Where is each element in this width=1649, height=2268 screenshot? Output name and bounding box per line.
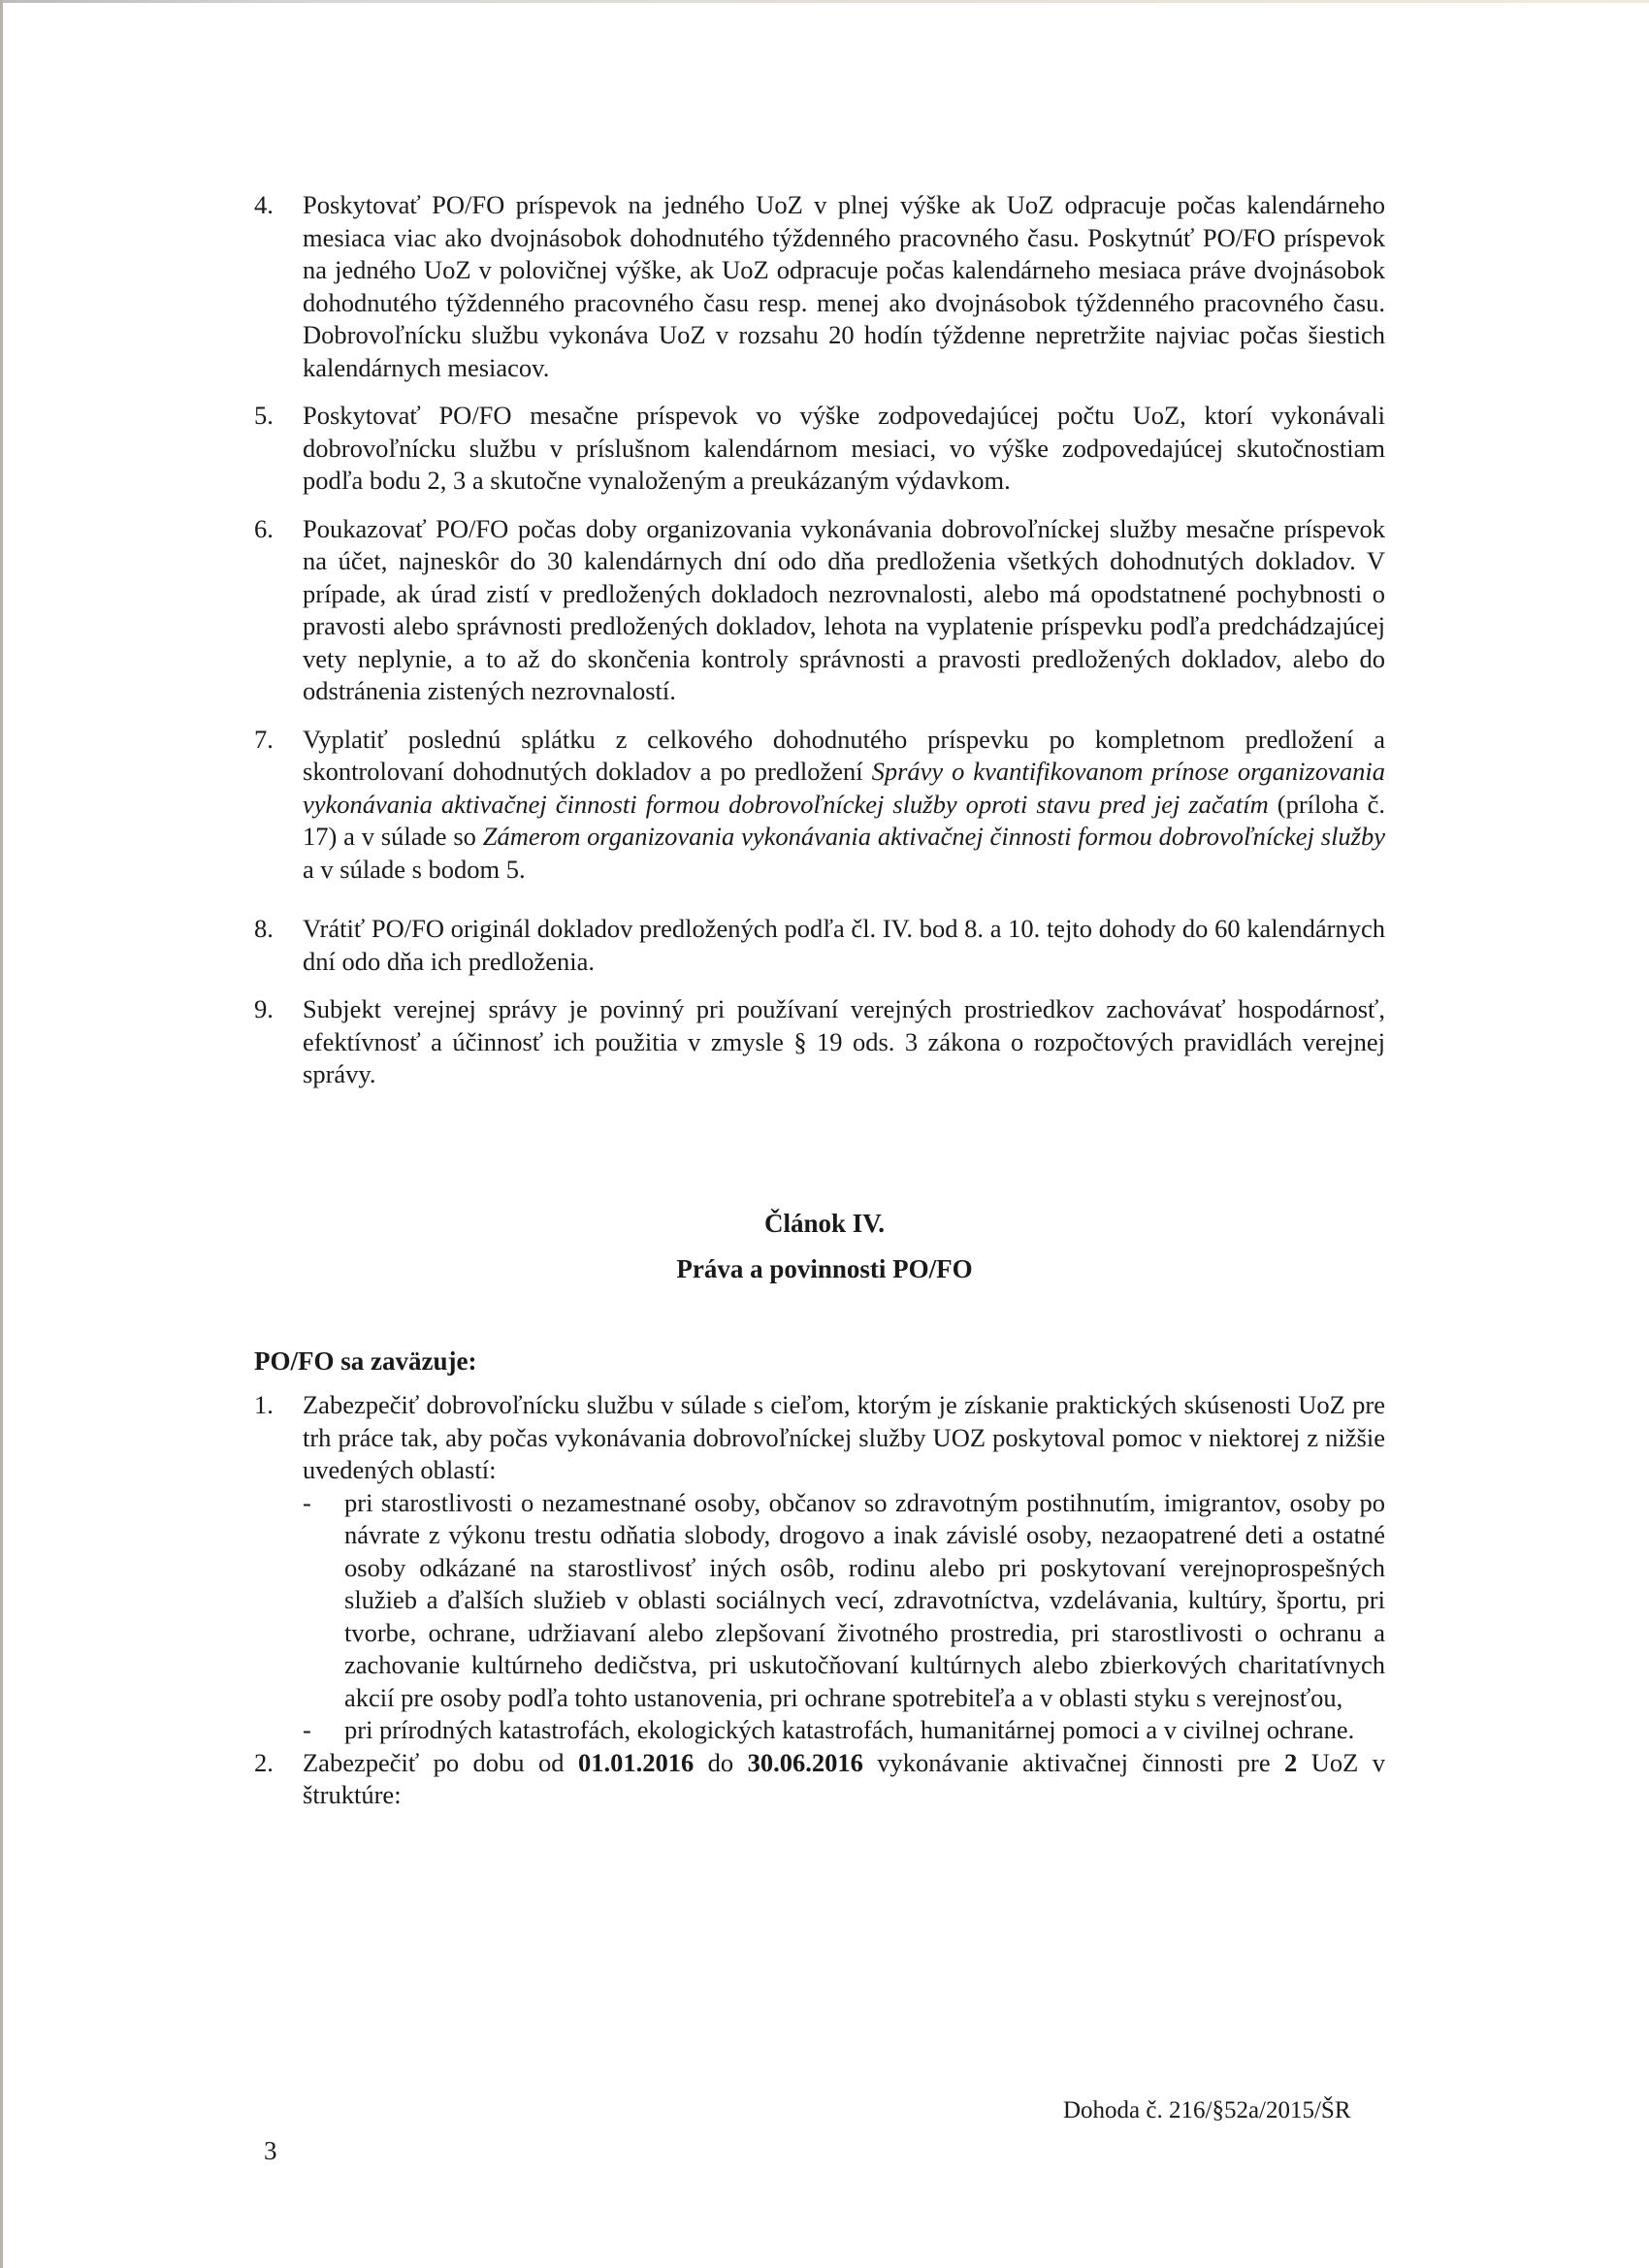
item-text-part: (príloha č. 17) a v súlade so [303, 789, 1385, 851]
page-number: 3 [264, 2136, 277, 2165]
agreement-reference: Dohoda č. 216/§52a/2015/ŠR [1063, 2097, 1351, 2123]
item-number: 8. [254, 914, 274, 943]
date-from: 01.01.2016 [577, 1747, 695, 1777]
date-to: 30.06.2016 [747, 1747, 863, 1777]
list-item [254, 513, 1385, 708]
item-text [303, 1747, 1385, 1812]
section-iii-list [254, 189, 1385, 1091]
item-text-part: UoZ v štruktúre: [303, 1747, 1385, 1809]
item-number: 9. [254, 994, 274, 1023]
item-number: 2. [254, 1747, 274, 1777]
item-number: 1. [254, 1390, 274, 1419]
item-number: 7. [254, 724, 274, 754]
list-item [254, 400, 1385, 498]
bullet-text: pri prírodných katastrofách, ekologických katastrofách, humanitárnej pomoci a v civilnej ochrane. [344, 1715, 1355, 1744]
item-text-part: a v súlade s bodom 5. [303, 854, 526, 884]
list-item [254, 724, 1385, 887]
item-number: 5. [254, 401, 274, 430]
item-text-part: Zabezpečiť po dobu od [303, 1747, 578, 1777]
item-number: 4. [254, 190, 274, 219]
article-title: Článok IV. [763, 1209, 886, 1238]
item-text: Zabezpečiť dobrovoľnícku službu v súlade s cieľom, ktorým je získanie praktických skúsenosti UoZ pre trh práce tak, aby počas vykonávania dobrovoľníckej služby UOZ poskytoval pomoc v niektorej z nižšie uvedených oblastí: [303, 1390, 1385, 1484]
section-iv-list [254, 1389, 1385, 1812]
item-text-part: Vyplatiť poslednú splátku z celkového dohodnutého príspevku po kompletnom predložení a skontrolovaní dohodnutých dokladov a po predložení [303, 724, 1385, 786]
item-text: Vrátiť PO/FO originál dokladov predložených podľa čl. IV. bod 8. a 10. tejto dohody do 60 kalendárnych dní odo dňa ich predloženia. [303, 914, 1385, 976]
bullet-text: pri starostlivosti o nezamestnané osoby, občanov so zdravotným postihnutím, imigrantov, osoby po návrate z výkonu trestu odňatia slobody, drogovo a inak závislé osoby, nezaopatrené deti a ostatné osoby odkázané na starostlivosť iných osôb, rodinu alebo pri poskytovaní verejnoprospešných služieb a ďalších služieb v oblasti sociálnych vecí, zdravotníctva, vzdelávania, kultúry, športu, pri tvorbe, ochrane, udržiavaní alebo zlepšovaní životného prostredia, pri starostlivosti o ochranu a zachovanie kultúrneho dedičstva, pri uskutočňovaní kultúrnych alebo zbierkových charitatívnych akcií pre osoby podľa tohto ustanovenia, pri ochrane spotrebiteľa a v oblasti styku s verejnosťou, [344, 1487, 1385, 1712]
list-item [254, 913, 1385, 978]
item-text [303, 724, 1385, 887]
item-text: Poskytovať PO/FO mesačne príspevok vo výške zodpovedajúcej počtu UoZ, ktorí vykonávali dobrovoľnícku službu v príslušnom kalendárnom mesiaci, vo výške zodpovedajúcej skutočnostiam podľa bodu 2, 3 a skutočne vynaloženým a preukázaným výdavkom. [303, 401, 1385, 495]
obligations-heading: PO/FO sa zaväzuje: [254, 1346, 477, 1376]
item-text-part: do [694, 1747, 748, 1777]
list-item [254, 1389, 1385, 1747]
item-text: Subjekt verejnej správy je povinný pri používaní verejných prostriedkov zachovávať hospodárnosť, efektívnosť a účinnosť ich použitia v zmysle § 19 ods. 3 zákona o rozpočtových pravidlách verejnej správy. [303, 994, 1385, 1088]
areas-list [303, 1487, 1385, 1747]
list-item [254, 189, 1385, 384]
article-subtitle: Práva a povinnosti PO/FO [676, 1254, 973, 1283]
list-item [254, 1747, 1385, 1812]
area-bullet [303, 1714, 1385, 1747]
dash-marker: - [303, 1487, 311, 1517]
uoz-count: 2 [1284, 1747, 1298, 1777]
area-bullet [303, 1487, 1385, 1715]
item-text: Poukazovať PO/FO počas doby organizovania vykonávania dobrovoľníckej služby mesačne príspevok na účet, najneskôr do 30 kalendárnych dní odo dňa predloženia všetkých dohodnutých dokladov. V prípade, ak úrad zistí v predložených dokladoch nezrovnalosti, alebo má opodstatnené pochybnosti o pravosti alebo správnosti predložených dokladov, lehota na vyplatenie príspevku podľa predchádzajúcej vety neplynie, a to až do skončenia kontroly správnosti a pravosti predložených dokladov, alebo do odstránenia zistených nezrovnalostí. [303, 513, 1385, 705]
item-text-part: vykonávanie aktivačnej činnosti pre [862, 1747, 1285, 1777]
item-text: Poskytovať PO/FO príspevok na jedného UoZ v plnej výške ak UoZ odpracuje počas kalendárneho mesiaca viac ako dvojnásobok dohodnutého týždenného pracovného času. Poskytnúť PO/FO príspevok na jedného UoZ v polovičnej výške, ak UoZ odpracuje počas kalendárneho mesiaca práve dvojnásobok dohodnutého týždenného pracovného času resp. menej ako dvojnásobok týždenného pracovného času. Dobrovoľnícku službu vykonáva UoZ v rozsahu 20 hodín týždenne nepretržite najviac počas šiestich kalendárnych mesiacov. [303, 190, 1385, 382]
report-title-italic: Správy o kvantifikovanom prínose organizovania vykonávania aktivačnej činnosti formou dobrovoľníckej služby oproti stavu pred jej začatím [303, 757, 1385, 819]
plan-title-italic: Zámerom organizovania vykonávania aktivačnej činnosti formou dobrovoľníckej služby [482, 822, 1386, 851]
dash-marker: - [303, 1715, 311, 1744]
item-number: 6. [254, 513, 274, 543]
list-item [254, 993, 1385, 1091]
